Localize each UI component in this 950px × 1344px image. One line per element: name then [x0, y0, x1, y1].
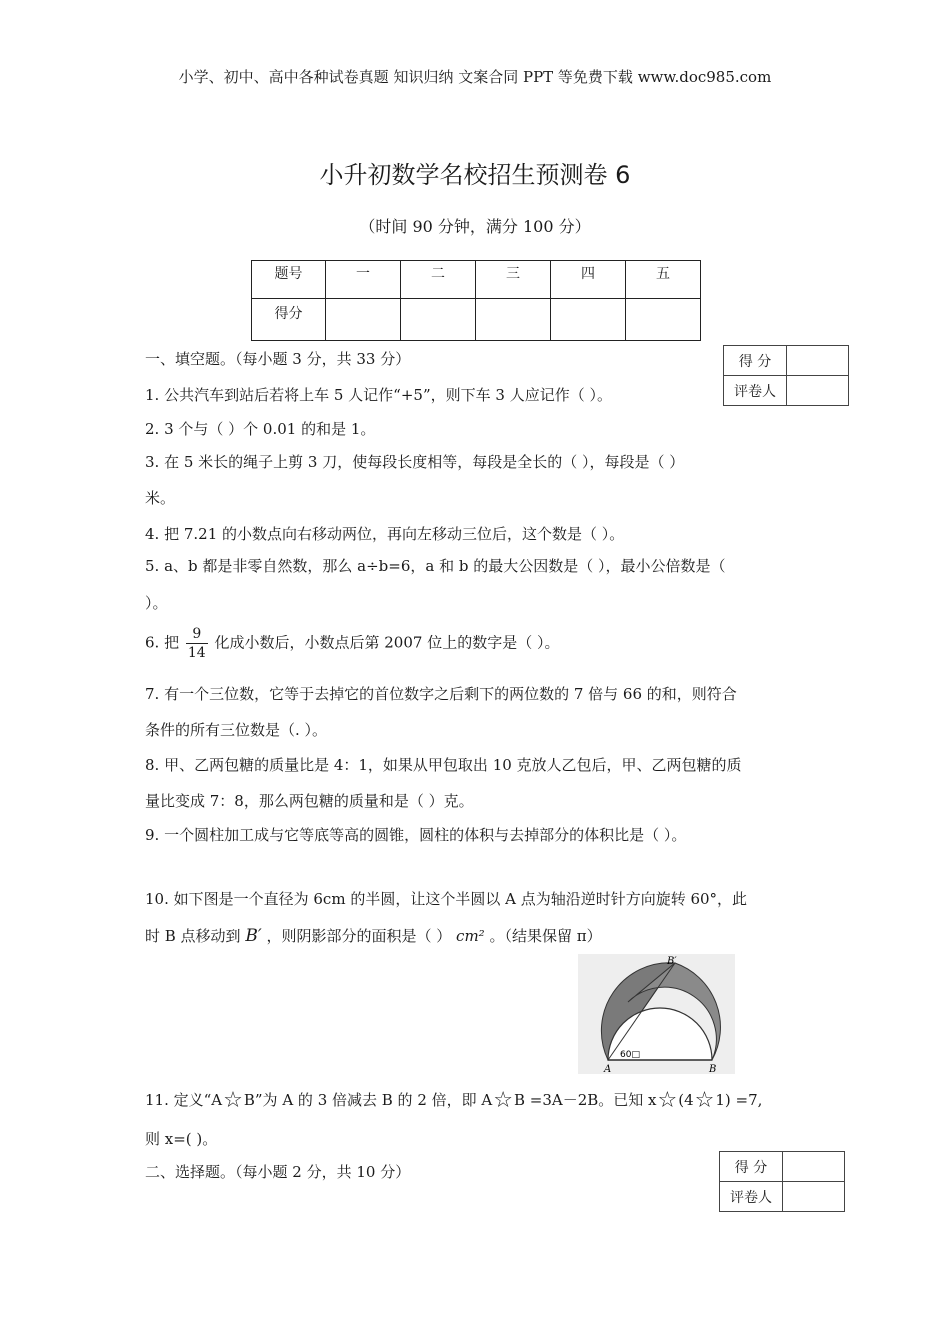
question-5-line-2: ）。 [145, 594, 168, 612]
grader-score-cell[interactable] [787, 346, 849, 376]
grader-name-cell[interactable] [787, 376, 849, 406]
question-11-line-1 [145, 1089, 762, 1112]
grader-name-label: 评卷人 [720, 1182, 783, 1212]
question-6-suffix: 化成小数后，小数点后第 2007 位上的数字是（ ）。 [214, 633, 560, 652]
section2-title: 二、选择题。（每小题 2 分，共 10 分） [145, 1163, 411, 1181]
question-10-text-b: ，则阴影部分的面积是（ ） [266, 927, 452, 945]
question-5-line-1: 5. a、b 都是非零自然数，那么 a÷b=6，a 和 b 的最大公因数是（ ），最小公倍数是（ [145, 557, 726, 575]
question-7-line-2: 条件的所有三位数是（. ）。 [145, 721, 328, 739]
grader-score-label: 得 分 [724, 346, 787, 376]
label-b: B [709, 1064, 717, 1074]
question-11-text-4: (4 [678, 1091, 694, 1109]
question-8-line-2: 量比变成 7：8，那么两包糖的质量和是（ ）克。 [145, 792, 474, 810]
question-11-text-2: B”为 A 的 3 倍减去 B 的 2 倍，即 A [243, 1091, 493, 1109]
score-table-col-3: 三 [476, 261, 551, 299]
score-cell-3[interactable] [476, 299, 551, 341]
semicircle-rotation-figure [578, 954, 735, 1074]
fraction-numerator: 9 [192, 626, 202, 642]
grader-box-2 [719, 1151, 845, 1212]
label-b-prime: B′ [667, 956, 677, 967]
grader-name-label: 评卷人 [724, 376, 787, 406]
question-11-text-3: B =3A－2B。已知 x [513, 1091, 657, 1109]
score-cell-1[interactable] [326, 299, 401, 341]
fraction-denominator: 14 [187, 645, 206, 661]
grader-score-label: 得 分 [720, 1152, 783, 1182]
question-3-line-2: 米。 [145, 489, 176, 507]
grader-box-1 [723, 345, 849, 406]
label-angle: 60□ [620, 1050, 640, 1060]
score-cell-5[interactable] [626, 299, 701, 341]
section1-title: 一、填空题。（每小题 3 分，共 33 分） [145, 350, 411, 368]
question-11-text-5: 1) =7, [715, 1091, 763, 1109]
question-10-line-1: 10. 如下图是一个直径为 6cm 的半圆，让这个半圆以 A 点为轴沿逆时针方向旋转 60°，此 [145, 890, 748, 908]
score-table [251, 260, 701, 341]
score-table-col-2: 二 [401, 261, 476, 299]
question-7-line-1: 7. 有一个三位数，它等于去掉它的首位数字之后剩下的两位数的 7 倍与 66 的和，则符合 [145, 685, 737, 703]
page-title: 小升初数学名校招生预测卷 6 [319, 161, 631, 189]
question-10-text-c: 。（结果保留 π） [489, 927, 602, 945]
grader-score-cell[interactable] [783, 1152, 845, 1182]
exam-subtitle: （时间 90 分钟，满分 100 分） [359, 217, 591, 236]
b-prime-symbol: B′ [245, 926, 262, 946]
question-10-text-a: 时 B 点移动到 [145, 927, 241, 945]
star-operator-icon: ☆ [223, 1088, 243, 1113]
star-operator-icon: ☆ [493, 1088, 513, 1113]
fraction-9-14 [186, 625, 208, 662]
question-9: 9. 一个圆柱加工成与它等底等高的圆锥，圆柱的体积与去掉部分的体积比是（ ）。 [145, 826, 687, 844]
question-11-text-1: 11. 定义“A [145, 1091, 223, 1109]
score-table-col-4: 四 [551, 261, 626, 299]
question-8-line-1: 8. 甲、乙两包糖的质量比是 4：1，如果从甲包取出 10 克放人乙包后，甲、乙两包糖的质 [145, 756, 742, 774]
unit-cm2: cm² [456, 927, 485, 945]
question-6 [145, 625, 559, 662]
score-table-col-1: 一 [326, 261, 401, 299]
question-2: 2. 3 个与（ ）个 0.01 的和是 1。 [145, 420, 376, 438]
score-cell-4[interactable] [551, 299, 626, 341]
site-header: 小学、初中、高中各种试卷真题 知识归纳 文案合同 PPT 等免费下载 www.doc985.com [178, 68, 772, 86]
score-table-header-label: 题号 [252, 261, 326, 299]
question-11-line-2: 则 x=( )。 [145, 1130, 218, 1148]
score-cell-2[interactable] [401, 299, 476, 341]
question-10-line-2 [145, 925, 602, 946]
question-1: 1. 公共汽车到站后若将上车 5 人记作“+5”，则下车 3 人应记作（ ）。 [145, 386, 612, 404]
star-operator-icon: ☆ [694, 1088, 715, 1113]
question-4: 4. 把 7.21 的小数点向右移动两位，再向左移动三位后，这个数是（ ）。 [145, 525, 625, 543]
question-6-prefix: 6. 把 [145, 633, 180, 652]
score-table-row-label: 得分 [252, 299, 326, 341]
score-table-col-5: 五 [626, 261, 701, 299]
label-a: A [604, 1064, 612, 1074]
grader-name-cell[interactable] [783, 1182, 845, 1212]
star-operator-icon: ☆ [657, 1088, 678, 1113]
question-3-line-1: 3. 在 5 米长的绳子上剪 3 刀，使每段长度相等，每段是全长的（ ），每段是（ ） [145, 453, 685, 471]
